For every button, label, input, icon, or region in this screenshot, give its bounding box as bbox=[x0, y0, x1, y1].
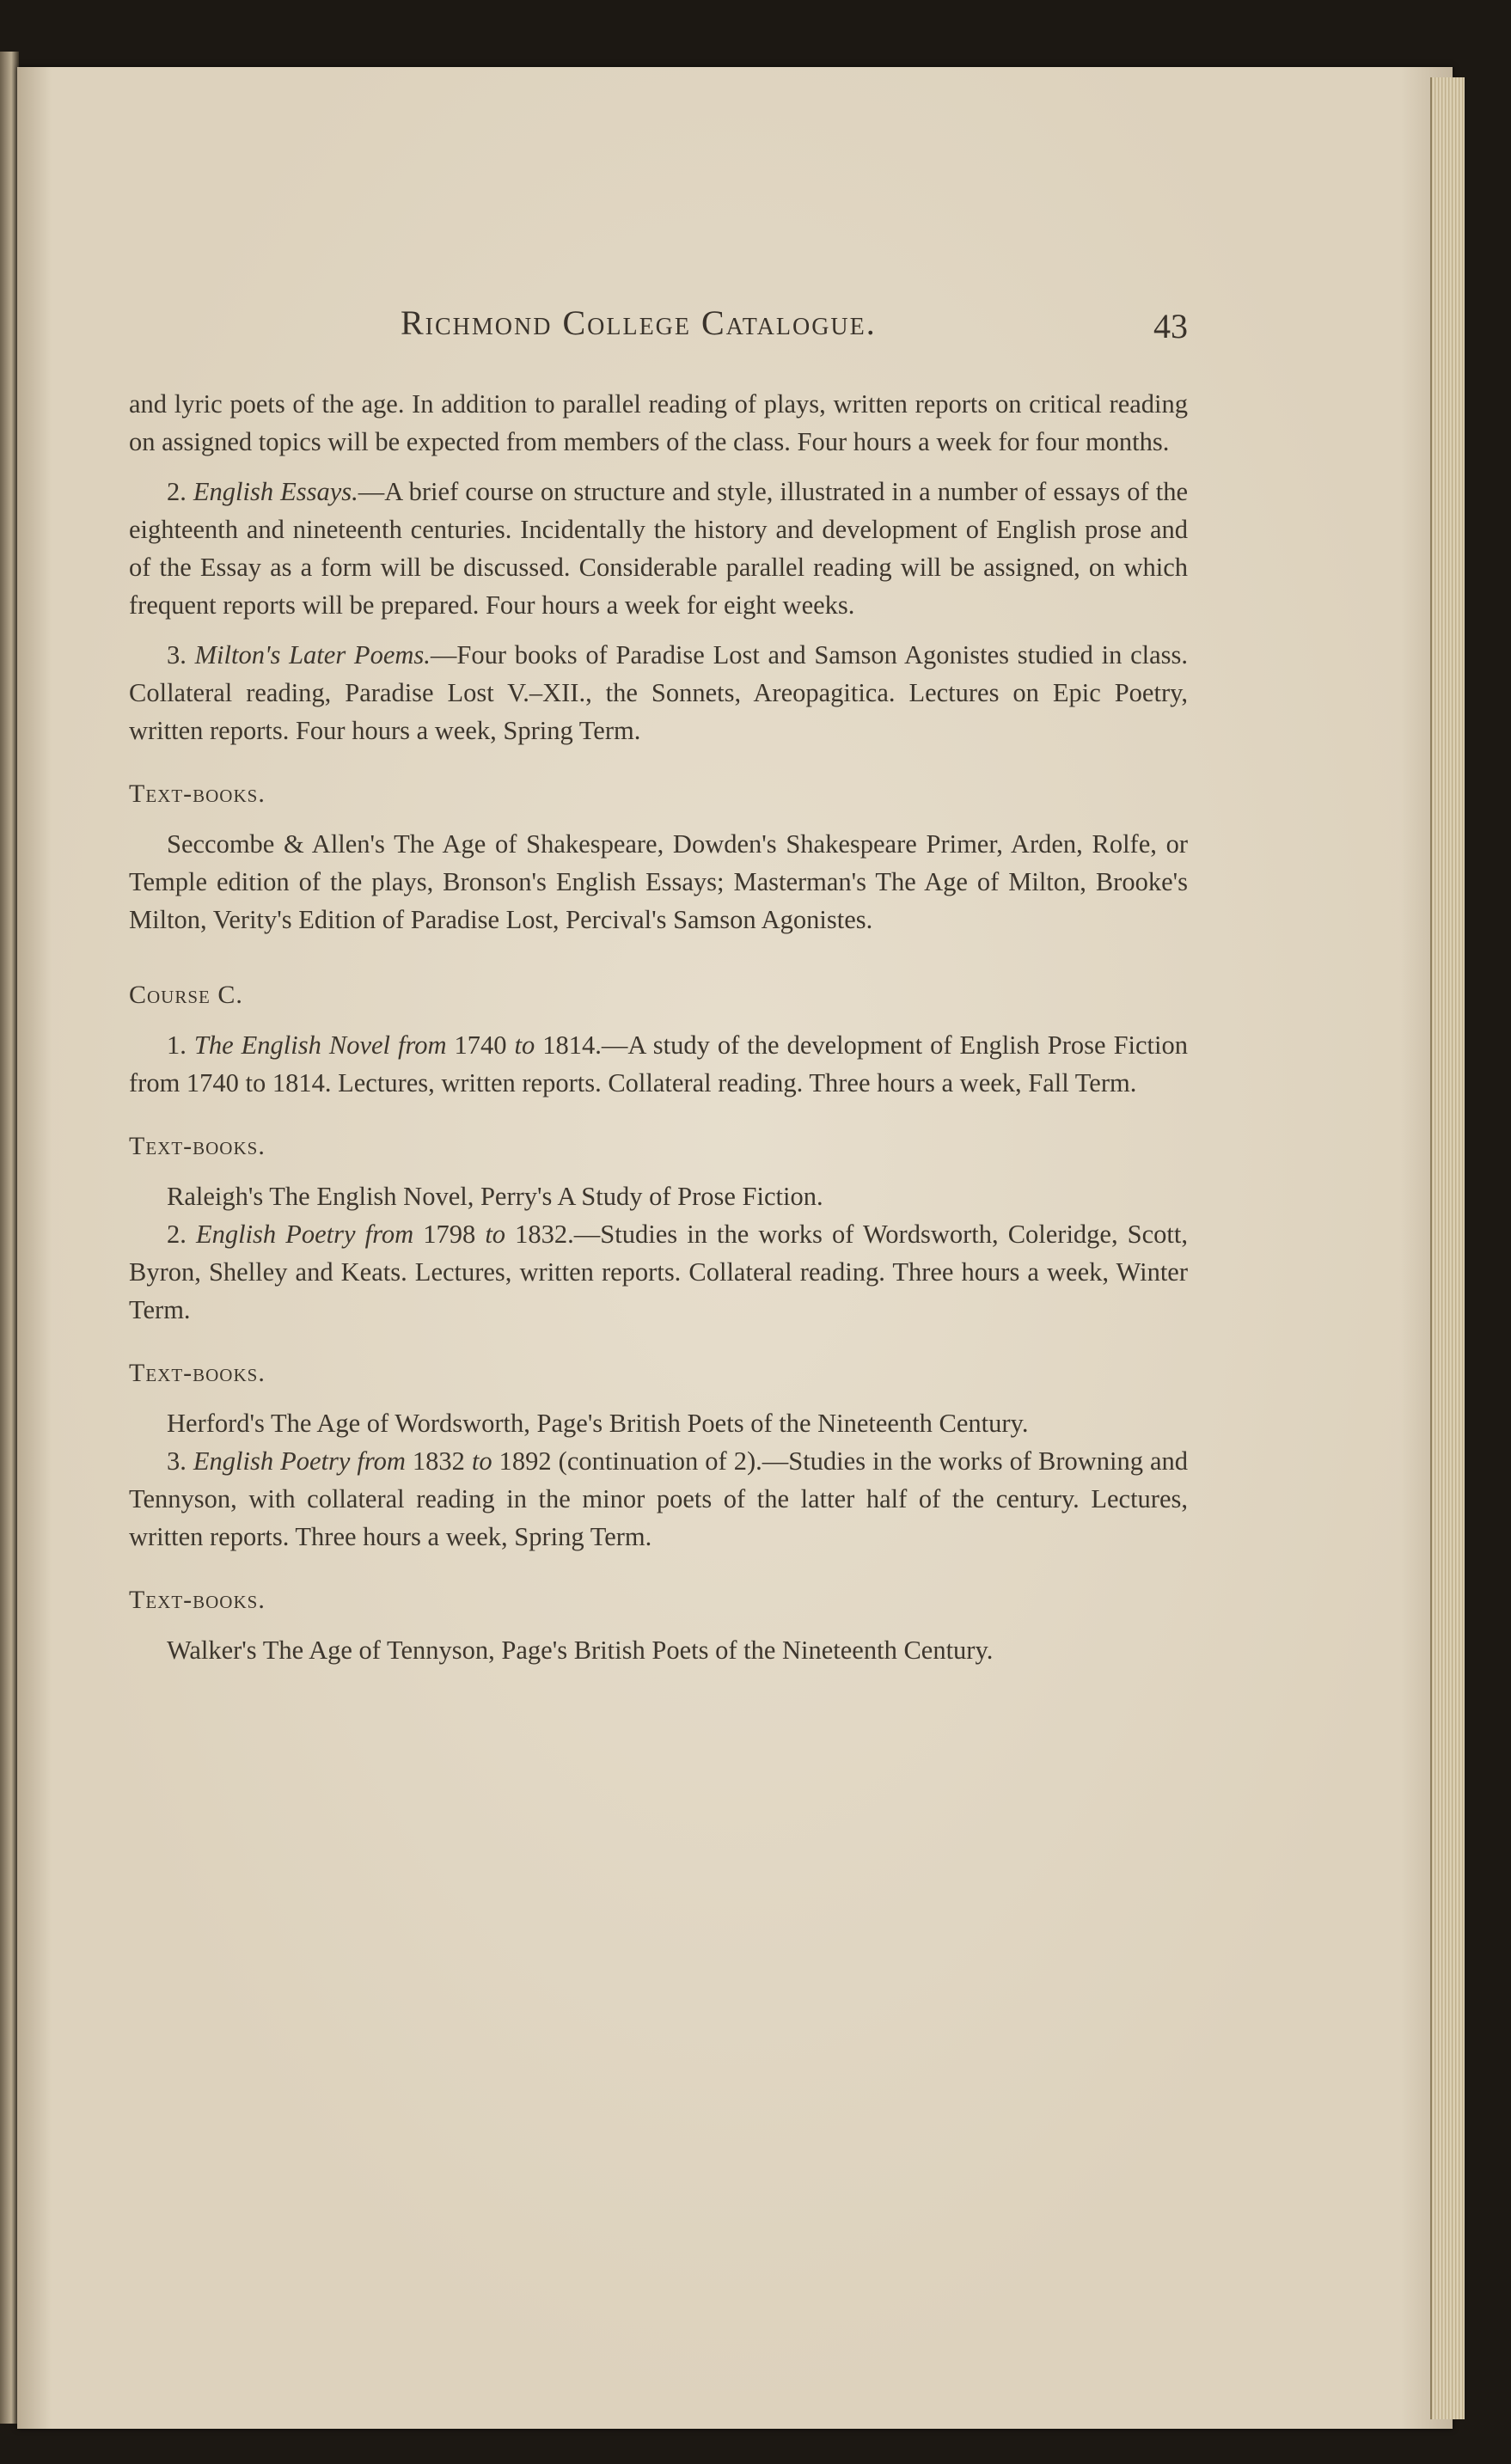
item-year: 1814. bbox=[542, 1030, 602, 1060]
item-number: 1. bbox=[167, 1030, 187, 1060]
item-number: 3. bbox=[167, 640, 187, 669]
item-text: —Four books of Paradise Lost and Samson Agonistes studied in class. Collateral reading, Paradise Lost V.–XII., the Sonnets, Areopagitica. Lectures on Epic Poetry, written reports. Four hours a week, Spring Term. bbox=[129, 640, 1188, 745]
course-item-english-novel bbox=[129, 1026, 1188, 1102]
running-title: Richmond College Catalogue. bbox=[401, 303, 877, 342]
item-text: —Studies in the works of Wordsworth, Coleridge, Scott, Byron, Shelley and Keats. Lectures, written reports. Collateral reading. Three hours a week, Winter Term. bbox=[129, 1220, 1189, 1324]
item-title: The English Novel from bbox=[193, 1030, 447, 1060]
item-text: —A brief course on structure and style, illustrated in a number of essays of the eighteenth and nineteenth centuries. Incidentally the history and development of English prose and of the Essay as a form will be discussed. Considerable parallel reading will be assigned, on which frequent reports will be prepared. Four hours a week for eight weeks. bbox=[129, 477, 1188, 620]
item-year: 1832. bbox=[515, 1220, 574, 1249]
page-body bbox=[129, 385, 1188, 1669]
item-title: English Poetry from bbox=[193, 1446, 406, 1476]
page-number: 43 bbox=[1153, 307, 1188, 345]
course-item-miltons-later-poems bbox=[129, 636, 1188, 749]
course-item-english-essays bbox=[129, 473, 1188, 624]
text-books-heading: Text-books. bbox=[129, 1359, 266, 1387]
item-year: 1740 bbox=[454, 1030, 507, 1060]
course-item-english-poetry-1832 bbox=[129, 1442, 1188, 1556]
text-books-list: Seccombe & Allen's The Age of Shakespeare, Dowden's Shakespeare Primer, Arden, Rolfe, or Temple edition of the plays, Bronson's English Essays; Masterman's The Age of Milton, Brooke's Milton, Verity's Edition of Paradise Lost, Percival's Samson Agonistes. bbox=[129, 829, 1188, 934]
paragraph-continuation: and lyric poets of the age. In addition to parallel reading of plays, written reports on critical reading on assigned topics will be expected from members of the class. Four hours a week for four months. bbox=[129, 389, 1188, 456]
previous-page-edge bbox=[0, 52, 19, 2424]
text-books-heading: Text-books. bbox=[129, 1132, 266, 1160]
item-title: English Essays. bbox=[193, 477, 358, 506]
text-books-list: Herford's The Age of Wordsworth, Page's British Poets of the Nineteenth Century. bbox=[167, 1409, 1029, 1438]
item-year: 1892 bbox=[499, 1446, 552, 1476]
item-year: 1832 bbox=[412, 1446, 465, 1476]
item-to: to bbox=[485, 1220, 506, 1249]
course-item-english-poetry-1798 bbox=[129, 1215, 1188, 1329]
item-to: to bbox=[471, 1446, 492, 1476]
item-to: to bbox=[514, 1030, 535, 1060]
text-books-heading: Text-books. bbox=[129, 1586, 266, 1614]
text-books-list: Raleigh's The English Novel, Perry's A Study of Prose Fiction. bbox=[167, 1182, 823, 1211]
text-books-heading: Text-books. bbox=[129, 780, 266, 808]
item-title: Milton's Later Poems. bbox=[194, 640, 431, 669]
item-title: English Poetry from bbox=[195, 1220, 414, 1249]
item-text: (continuation of 2).—Studies in the works of Browning and Tennyson, with collateral reading in the minor poets of the latter half of the century. Lectures, written reports. Three hours a week, Spring Term. bbox=[129, 1446, 1189, 1551]
text-books-list: Walker's The Age of Tennyson, Page's British Poets of the Nineteenth Century. bbox=[167, 1636, 994, 1665]
item-number: 2. bbox=[167, 477, 187, 506]
item-year: 1798 bbox=[423, 1220, 476, 1249]
book-page-edges bbox=[1430, 77, 1465, 2419]
course-heading: Course C. bbox=[129, 981, 243, 1009]
item-text: —A study of the development of English Prose Fiction from 1740 to 1814. Lectures, written reports. Collateral reading. Three hours a week, Fall Term. bbox=[129, 1030, 1188, 1097]
item-number: 2. bbox=[167, 1220, 187, 1249]
item-number: 3. bbox=[167, 1446, 187, 1476]
